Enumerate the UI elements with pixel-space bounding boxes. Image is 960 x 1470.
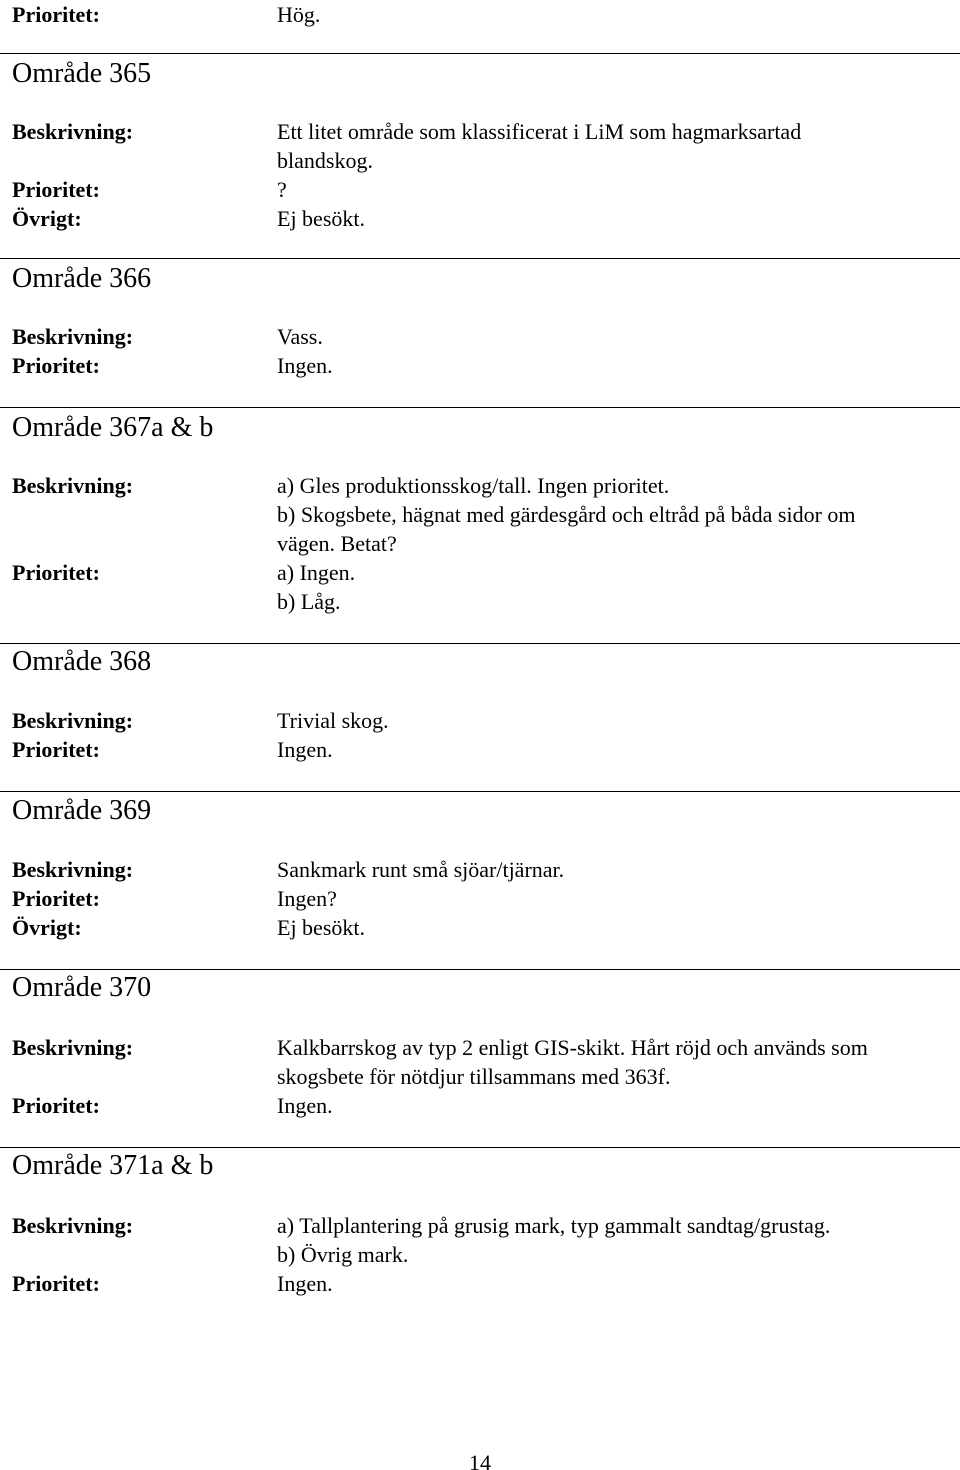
section-omrade-371ab — [0, 1147, 960, 1307]
section-divider — [0, 407, 960, 408]
section-heading: Område 370 — [12, 972, 152, 1003]
prioritet-value: Ingen. — [277, 1093, 333, 1118]
beskrivning-line: Ett litet område som klassificerat i LiM som hagmarksartad — [277, 119, 802, 144]
prioritet-label: Prioritet: — [12, 2, 100, 27]
prioritet-value: Ingen. — [277, 737, 333, 762]
section-heading: Område 366 — [12, 263, 152, 294]
prioritet-label: Prioritet: — [12, 1093, 100, 1118]
beskrivning-line: Trivial skog. — [277, 708, 389, 733]
beskrivning-line: skogsbete för nötdjur tillsammans med 363f. — [277, 1064, 671, 1089]
section-heading: Område 371a & b — [12, 1150, 214, 1181]
beskrivning-label: Beskrivning: — [12, 857, 134, 882]
beskrivning-line: Vass. — [277, 324, 323, 349]
section-omrade-370 — [0, 969, 960, 1146]
beskrivning-line: b) Skogsbete, hägnat med gärdesgård och eltråd på båda sidor om — [277, 502, 856, 527]
beskrivning-line: blandskog. — [277, 148, 373, 173]
section-divider — [0, 791, 960, 792]
beskrivning-line: Sankmark runt små sjöar/tjärnar. — [277, 857, 565, 882]
beskrivning-line: vägen. Betat? — [277, 531, 397, 556]
section-divider — [0, 258, 960, 259]
beskrivning-label: Beskrivning: — [12, 1213, 134, 1238]
prioritet-label: Prioritet: — [12, 1271, 100, 1296]
section-heading: Område 367a & b — [12, 412, 214, 443]
beskrivning-label: Beskrivning: — [12, 1035, 134, 1060]
section-omrade-369 — [0, 791, 960, 968]
prioritet-label: Prioritet: — [12, 886, 100, 911]
prioritet-line: a) Ingen. — [277, 560, 356, 585]
section-omrade-367ab — [0, 407, 960, 642]
section-divider — [0, 643, 960, 644]
section-heading: Område 368 — [12, 646, 152, 677]
beskrivning-line: Kalkbarrskog av typ 2 enligt GIS-skikt. Hårt röjd och används som — [277, 1035, 868, 1060]
section-divider — [0, 1147, 960, 1148]
prioritet-label: Prioritet: — [12, 177, 100, 202]
prioritet-label: Prioritet: — [12, 737, 100, 762]
beskrivning-label: Beskrivning: — [12, 324, 134, 349]
section-divider — [0, 969, 960, 970]
beskrivning-label: Beskrivning: — [12, 473, 134, 498]
prioritet-value: Hög. — [277, 2, 321, 27]
beskrivning-line: a) Tallplantering på grusig mark, typ gammalt sandtag/grustag. — [277, 1213, 831, 1238]
section-heading: Område 369 — [12, 795, 152, 826]
beskrivning-line: a) Gles produktionsskog/tall. Ingen prioritet. — [277, 473, 670, 498]
prioritet-label: Prioritet: — [12, 560, 100, 585]
ovrigt-label: Övrigt: — [12, 915, 82, 940]
section-omrade-366 — [0, 258, 960, 406]
prioritet-value: Ingen. — [277, 1271, 333, 1296]
beskrivning-line: b) Övrig mark. — [277, 1242, 409, 1267]
prioritet-label: Prioritet: — [12, 353, 100, 378]
prioritet-value: Ingen. — [277, 353, 333, 378]
prioritet-value: Ingen? — [277, 886, 337, 911]
ovrigt-value: Ej besökt. — [277, 915, 365, 940]
ovrigt-label: Övrigt: — [12, 206, 82, 231]
carryover-prioritet-row — [12, 0, 952, 30]
page-number: 14 — [469, 1450, 491, 1470]
section-omrade-368 — [0, 643, 960, 790]
section-heading: Område 365 — [12, 58, 152, 89]
prioritet-value: ? — [277, 177, 287, 202]
beskrivning-label: Beskrivning: — [12, 119, 134, 144]
prioritet-line: b) Låg. — [277, 589, 341, 614]
section-divider — [0, 53, 960, 54]
ovrigt-value: Ej besökt. — [277, 206, 365, 231]
section-omrade-365 — [0, 53, 960, 257]
beskrivning-label: Beskrivning: — [12, 708, 134, 733]
